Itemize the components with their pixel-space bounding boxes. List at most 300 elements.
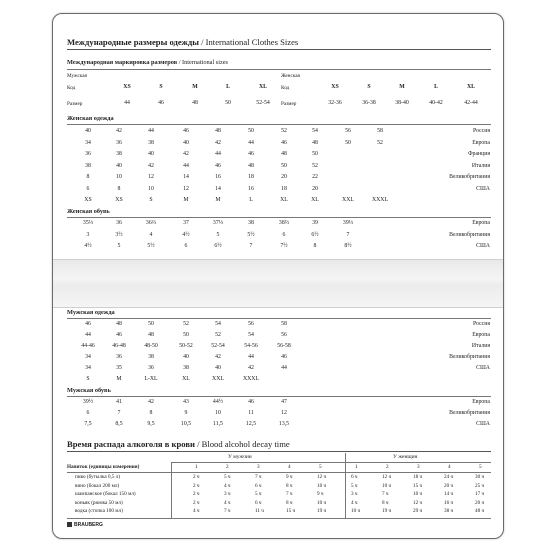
size-cell: 40 [148,151,154,157]
men-time: 5 ч [224,474,231,480]
size-cell: 44 [248,139,254,146]
size-cell: 52 [281,128,287,134]
size-cell: 8,5 [115,421,123,427]
size-cell: 48 [148,332,154,338]
country-label: США [476,421,490,427]
size-cell: 11,5 [213,421,223,427]
men-code: XS [123,84,131,90]
size-cell: 56 [281,332,287,338]
size-cell: 6½ [214,243,222,249]
size-cell: 4½ [84,243,92,249]
size-cell: 48 [215,128,221,134]
table-row [53,321,503,330]
drink-label: вино (бокал 200 мл) [75,482,120,489]
womens-shoes-title: Женская обувь [67,208,110,215]
table-row [53,128,503,137]
women-time: 15 ч [413,482,423,489]
page-fold [53,259,503,308]
table-row [53,220,503,229]
size-cell: 36 [116,220,122,226]
size-cell: 6½ [311,231,319,238]
women-time: 24 ч [444,474,454,480]
men-time: 6 ч [255,482,262,489]
women-size: 38-40 [395,100,409,106]
size-cell: 44 [85,332,91,338]
divider [67,451,491,452]
size-cell: 20 [312,185,318,192]
column-header: Напиток (единицы измерения) [67,464,140,470]
men-time: 7 ч [286,491,293,498]
women-size: 36-38 [362,100,376,106]
top-page [53,14,503,259]
women-time: 14 ч [444,491,454,498]
size-cell: 5 [117,243,121,249]
women-header: У женщин [393,454,418,460]
country-label: США [476,243,490,249]
size-cell: 44½ [212,399,224,405]
size-cell: 14 [183,174,189,180]
code-label: Код [67,85,76,91]
mens-clothing-title: Мужская одежда [67,309,115,316]
size-cell: 38 [148,139,154,146]
col-num: 1 [195,464,198,470]
country-label: Россия [472,128,490,134]
men-time: 4 ч [224,482,231,489]
size-cell: 46 [281,139,287,146]
size-cell: 39 [312,220,318,226]
table-row [53,365,503,374]
womens-clothing-title: Женская одежда [67,115,114,122]
size-cell: 9 [184,410,188,416]
intl-sizes-title: Международная маркировка размеров / International sizes [67,59,229,66]
size-cell: 5½ [147,243,155,249]
men-time: 7 ч [255,474,262,480]
col-num: 1 [355,464,358,470]
size-cell: 4½ [182,231,190,238]
men-time: 10 ч [317,499,327,506]
women-time: 25 ч [475,482,485,489]
size-cell: 38⅔ [278,220,290,226]
men-time: 4 ч [224,499,231,506]
size-cell: 58 [281,321,287,327]
men-size: 48 [192,100,198,106]
size-cell: 44 [183,162,189,169]
size-cell: 7,5 [84,421,92,427]
size-cell: 22 [312,174,318,180]
size-cell: 18 [281,185,287,192]
size-cell: M [116,376,122,382]
men-time: 8 ч [286,482,293,489]
size-cell: 42 [248,365,254,371]
col-num: 4 [448,464,451,470]
size-cell: 50 [248,128,254,134]
planner-page [52,13,504,539]
size-cell: 6 [184,243,188,249]
size-cell: 48-50 [144,343,158,349]
size-cell: 16 [215,174,221,180]
size-cell: 12,5 [245,421,257,427]
size-cell: 44 [248,354,254,360]
size-cell: 4 [149,231,153,238]
women-time: 30 ч [475,474,485,480]
men-size: 46 [158,100,164,106]
size-cell: 8½ [344,243,352,249]
size-cell: 34 [85,354,91,360]
women-time: 29 ч [413,508,423,515]
country-label: Европа [472,220,490,226]
size-cell: 56 [345,128,351,134]
drink-label: водка (стопка 100 мл) [75,508,123,515]
men-code: M [192,84,198,90]
women-code: XS [331,84,339,90]
men-code: S [159,84,163,90]
men-time: 2 ч [193,474,200,480]
size-cell: 14 [215,185,221,192]
size-cell: 10,5 [180,421,192,427]
size-cell: 38 [85,162,91,169]
size-cell: 36 [148,365,154,371]
size-cell: 13,5 [278,421,290,427]
size-cell: 46 [215,162,221,169]
women-size: 32-36 [328,100,342,106]
table-row [53,163,503,172]
men-time: 10 ч [317,482,327,489]
size-label: Размер [281,101,297,107]
women-size: 40-42 [429,100,443,106]
women-time: 10 ч [351,508,361,515]
size-cell: 42 [148,162,154,169]
divider [67,518,491,519]
men-time: 4 ч [193,508,200,515]
size-cell: 44 [215,151,221,157]
men-time: 11 ч [255,508,264,515]
women-time: 5 ч [351,482,358,489]
size-cell: 46 [116,332,122,338]
women-size: 42-44 [464,100,478,106]
men-time: 2 ч [193,499,200,506]
men-code: L [226,84,230,90]
table-row [53,421,503,430]
size-cell: 40 [85,128,91,134]
col-num: 2 [386,464,389,470]
size-cell: XXL [212,376,224,382]
size-cell: 46 [281,354,287,360]
size-cell: 34 [85,139,91,146]
size-cell: 38 [183,365,189,371]
divider [67,318,491,319]
size-cell: 48 [312,139,318,146]
men-time: 3 ч [224,491,231,498]
men-time: 8 ч [286,499,293,506]
country-label: Европа [472,139,490,146]
size-cell: 56 [248,321,254,327]
size-cell: 18 [248,174,254,180]
table-row [53,376,503,385]
column-divider [171,462,172,518]
size-cell: 46-48 [112,343,126,349]
size-cell: 40 [116,162,122,169]
size-cell: 10 [116,174,122,180]
size-cell: 5½ [247,231,255,238]
women-time: 10 ч [413,491,423,498]
size-cell: 48 [281,151,287,157]
size-cell: 54 [248,332,254,338]
size-cell: 50 [183,332,189,338]
size-cell: 44-46 [81,343,95,349]
col-num: 5 [479,464,482,470]
size-cell: 56-58 [277,343,291,349]
size-cell: 46 [85,321,91,327]
title-ru: Международные размеры одежды [67,37,199,47]
col-num: 3 [417,464,420,470]
size-cell: 38 [116,151,122,157]
country-label: США [476,365,490,371]
men-time: 6 ч [255,499,262,506]
country-label: Великобритания [449,174,490,180]
men-label: Мужская [67,73,87,79]
country-label: Великобритания [449,410,490,416]
size-cell: S [86,376,90,382]
table-row [53,197,503,206]
page-title [67,37,298,47]
divider [67,69,491,70]
size-cell: 7 [249,243,253,249]
size-cell: 54 [312,128,318,134]
size-cell: 20 [281,174,287,180]
size-cell: 6 [86,410,90,416]
col-num: 5 [319,464,322,470]
women-time: 10 ч [382,482,392,489]
women-time: 3 ч [351,491,358,498]
drink-label: пиво (бутылка 0,5 л) [75,474,121,480]
country-label: Италия [471,162,490,169]
table-row [53,140,503,149]
size-cell: 39½ [82,399,94,405]
size-cell: L-XL [144,376,158,382]
women-time: 8 ч [382,499,389,506]
size-cell: 58 [377,128,383,134]
table-row [53,343,503,352]
women-code: S [367,84,371,90]
women-time: 38 ч [444,508,454,515]
title-en: / International Clothes Sizes [201,37,299,47]
intl-size-row [53,100,503,109]
men-time: 15 ч [286,508,296,515]
divider [171,462,491,463]
women-time: 20 ч [475,499,485,506]
women-time: 12 ч [382,474,392,480]
size-cell: 50 [312,151,318,157]
size-cell: 43 [183,399,189,405]
size-cell: 54-56 [244,343,258,349]
women-time: 16 ч [444,499,454,506]
women-time: 18 ч [413,474,423,480]
country-label: Франция [467,151,490,157]
size-cell: 7½ [280,243,288,249]
size-cell: 42 [215,139,221,146]
men-time: 19 ч [317,508,327,515]
size-cell: 7 [117,410,121,416]
men-time: 5 ч [255,491,262,498]
size-cell: 50 [148,321,154,327]
size-cell: M [215,197,221,203]
size-cell: 11 [248,410,254,416]
mens-shoes-title: Мужская обувь [67,387,111,394]
country-label: Европа [472,399,490,405]
size-cell: 52 [312,162,318,169]
size-cell: 42 [215,354,221,360]
size-cell: XS [115,197,123,203]
men-time: 7 ч [224,508,231,515]
size-cell: 52-54 [211,343,225,349]
size-cell: XXXL [371,197,389,203]
men-time: 12 ч [317,474,327,480]
size-cell: 9,5 [147,421,155,427]
women-label: Женская [281,73,300,79]
size-label: Размер [67,101,83,107]
size-cell: 50-52 [179,343,193,349]
size-cell: 12 [183,185,189,192]
size-cell: XS [84,197,92,203]
women-time: 4 ч [351,499,358,506]
alcohol-title: Время распада алкоголя в крови / Blood alcohol decay time [67,439,290,449]
size-cell: 16 [248,185,254,192]
brand-logo: BRAUBERG [67,522,103,528]
size-cell: M [183,197,189,203]
size-cell: 52 [377,139,383,146]
men-time: 2 ч [193,482,200,489]
divider [67,124,491,125]
size-cell: 35⅓ [82,220,94,226]
women-code: XL [466,84,476,90]
men-header: У мужчин [228,454,252,460]
size-cell: 44 [148,128,154,134]
size-cell: 54 [215,321,221,327]
table-row [53,151,503,160]
size-cell: 41 [116,399,122,405]
size-cell: 38 [148,354,154,360]
women-code: M [399,84,405,90]
size-cell: 40 [215,365,221,371]
code-label: Код [281,85,290,91]
size-cell: 38 [248,220,254,226]
table-row [53,243,503,252]
size-cell: 3½ [115,231,123,238]
size-cell: 34 [85,365,91,371]
col-num: 2 [226,464,229,470]
size-cell: 10 [148,185,154,192]
column-divider [345,453,346,518]
country-label: Великобритания [449,231,490,238]
women-time: 48 ч [475,508,485,515]
size-cell: 36 [116,354,122,360]
bottom-page [53,306,503,538]
intl-code-row [53,84,503,93]
country-label: США [476,185,490,192]
divider [67,472,491,473]
size-cell: 35 [116,365,122,371]
size-cell: 46 [248,399,254,405]
size-cell: 37⅓ [212,220,224,226]
table-row [53,332,503,341]
size-cell: 36 [85,151,91,157]
size-cell: 12 [148,174,154,180]
size-cell: XXL [342,197,354,203]
table-row [53,232,503,241]
col-num: 4 [288,464,291,470]
size-cell: 10 [215,410,221,416]
women-time: 12 ч [413,499,423,506]
table-row [53,410,503,419]
size-cell: 6 [86,185,90,192]
size-cell: XL [311,197,319,203]
size-cell: 42 [148,399,154,405]
size-cell: XL [182,376,190,382]
size-cell: L [249,197,253,203]
men-size: 50 [225,100,231,106]
divider [67,217,491,218]
size-cell: 40 [183,139,189,146]
size-cell: S [149,197,153,203]
size-cell: 8 [86,174,90,180]
men-time: 9 ч [317,491,324,498]
women-time: 7 ч [382,491,389,498]
country-label: Европа [472,332,490,338]
size-cell: 52 [215,332,221,338]
size-cell: 36⅔ [145,220,157,226]
size-cell: XXXL [242,376,260,382]
size-cell: 12 [281,410,287,416]
size-cell: XL [280,197,288,203]
women-time: 17 ч [475,491,485,498]
divider [67,396,491,397]
size-cell: 3 [86,231,90,238]
size-cell: 46 [183,128,189,134]
col-num: 3 [257,464,260,470]
women-code: L [434,84,438,90]
women-time: 6 ч [351,474,358,480]
size-cell: 42 [183,151,189,157]
size-cell: 37 [183,220,189,226]
table-row [53,399,503,408]
size-cell: 52 [183,321,189,327]
size-cell: 8 [149,410,153,416]
size-cell: 47 [281,399,287,405]
drink-label: коньяк (рюмка 50 мл) [75,499,123,506]
size-cell: 48 [116,321,122,327]
size-cell: 5 [216,231,220,238]
men-time: 9 ч [286,474,293,480]
size-cell: 7 [346,231,350,238]
table-row [53,186,503,195]
size-cell: 50 [345,139,351,146]
women-time: 19 ч [382,508,392,515]
size-cell: 50 [281,162,287,169]
size-cell: 36 [116,139,122,146]
country-label: Великобритания [449,354,490,360]
table-row [53,354,503,363]
size-cell: 6 [282,231,286,238]
men-size: 52-54 [256,100,270,106]
size-cell: 40 [183,354,189,360]
drink-label: шампанское (бокал 150 мл) [75,491,136,498]
men-code: XL [258,84,268,90]
men-size: 44 [124,100,130,106]
women-time: 20 ч [444,482,454,489]
size-cell: 8 [117,185,121,192]
size-cell: 46 [248,151,254,157]
size-cell: 42 [116,128,122,134]
